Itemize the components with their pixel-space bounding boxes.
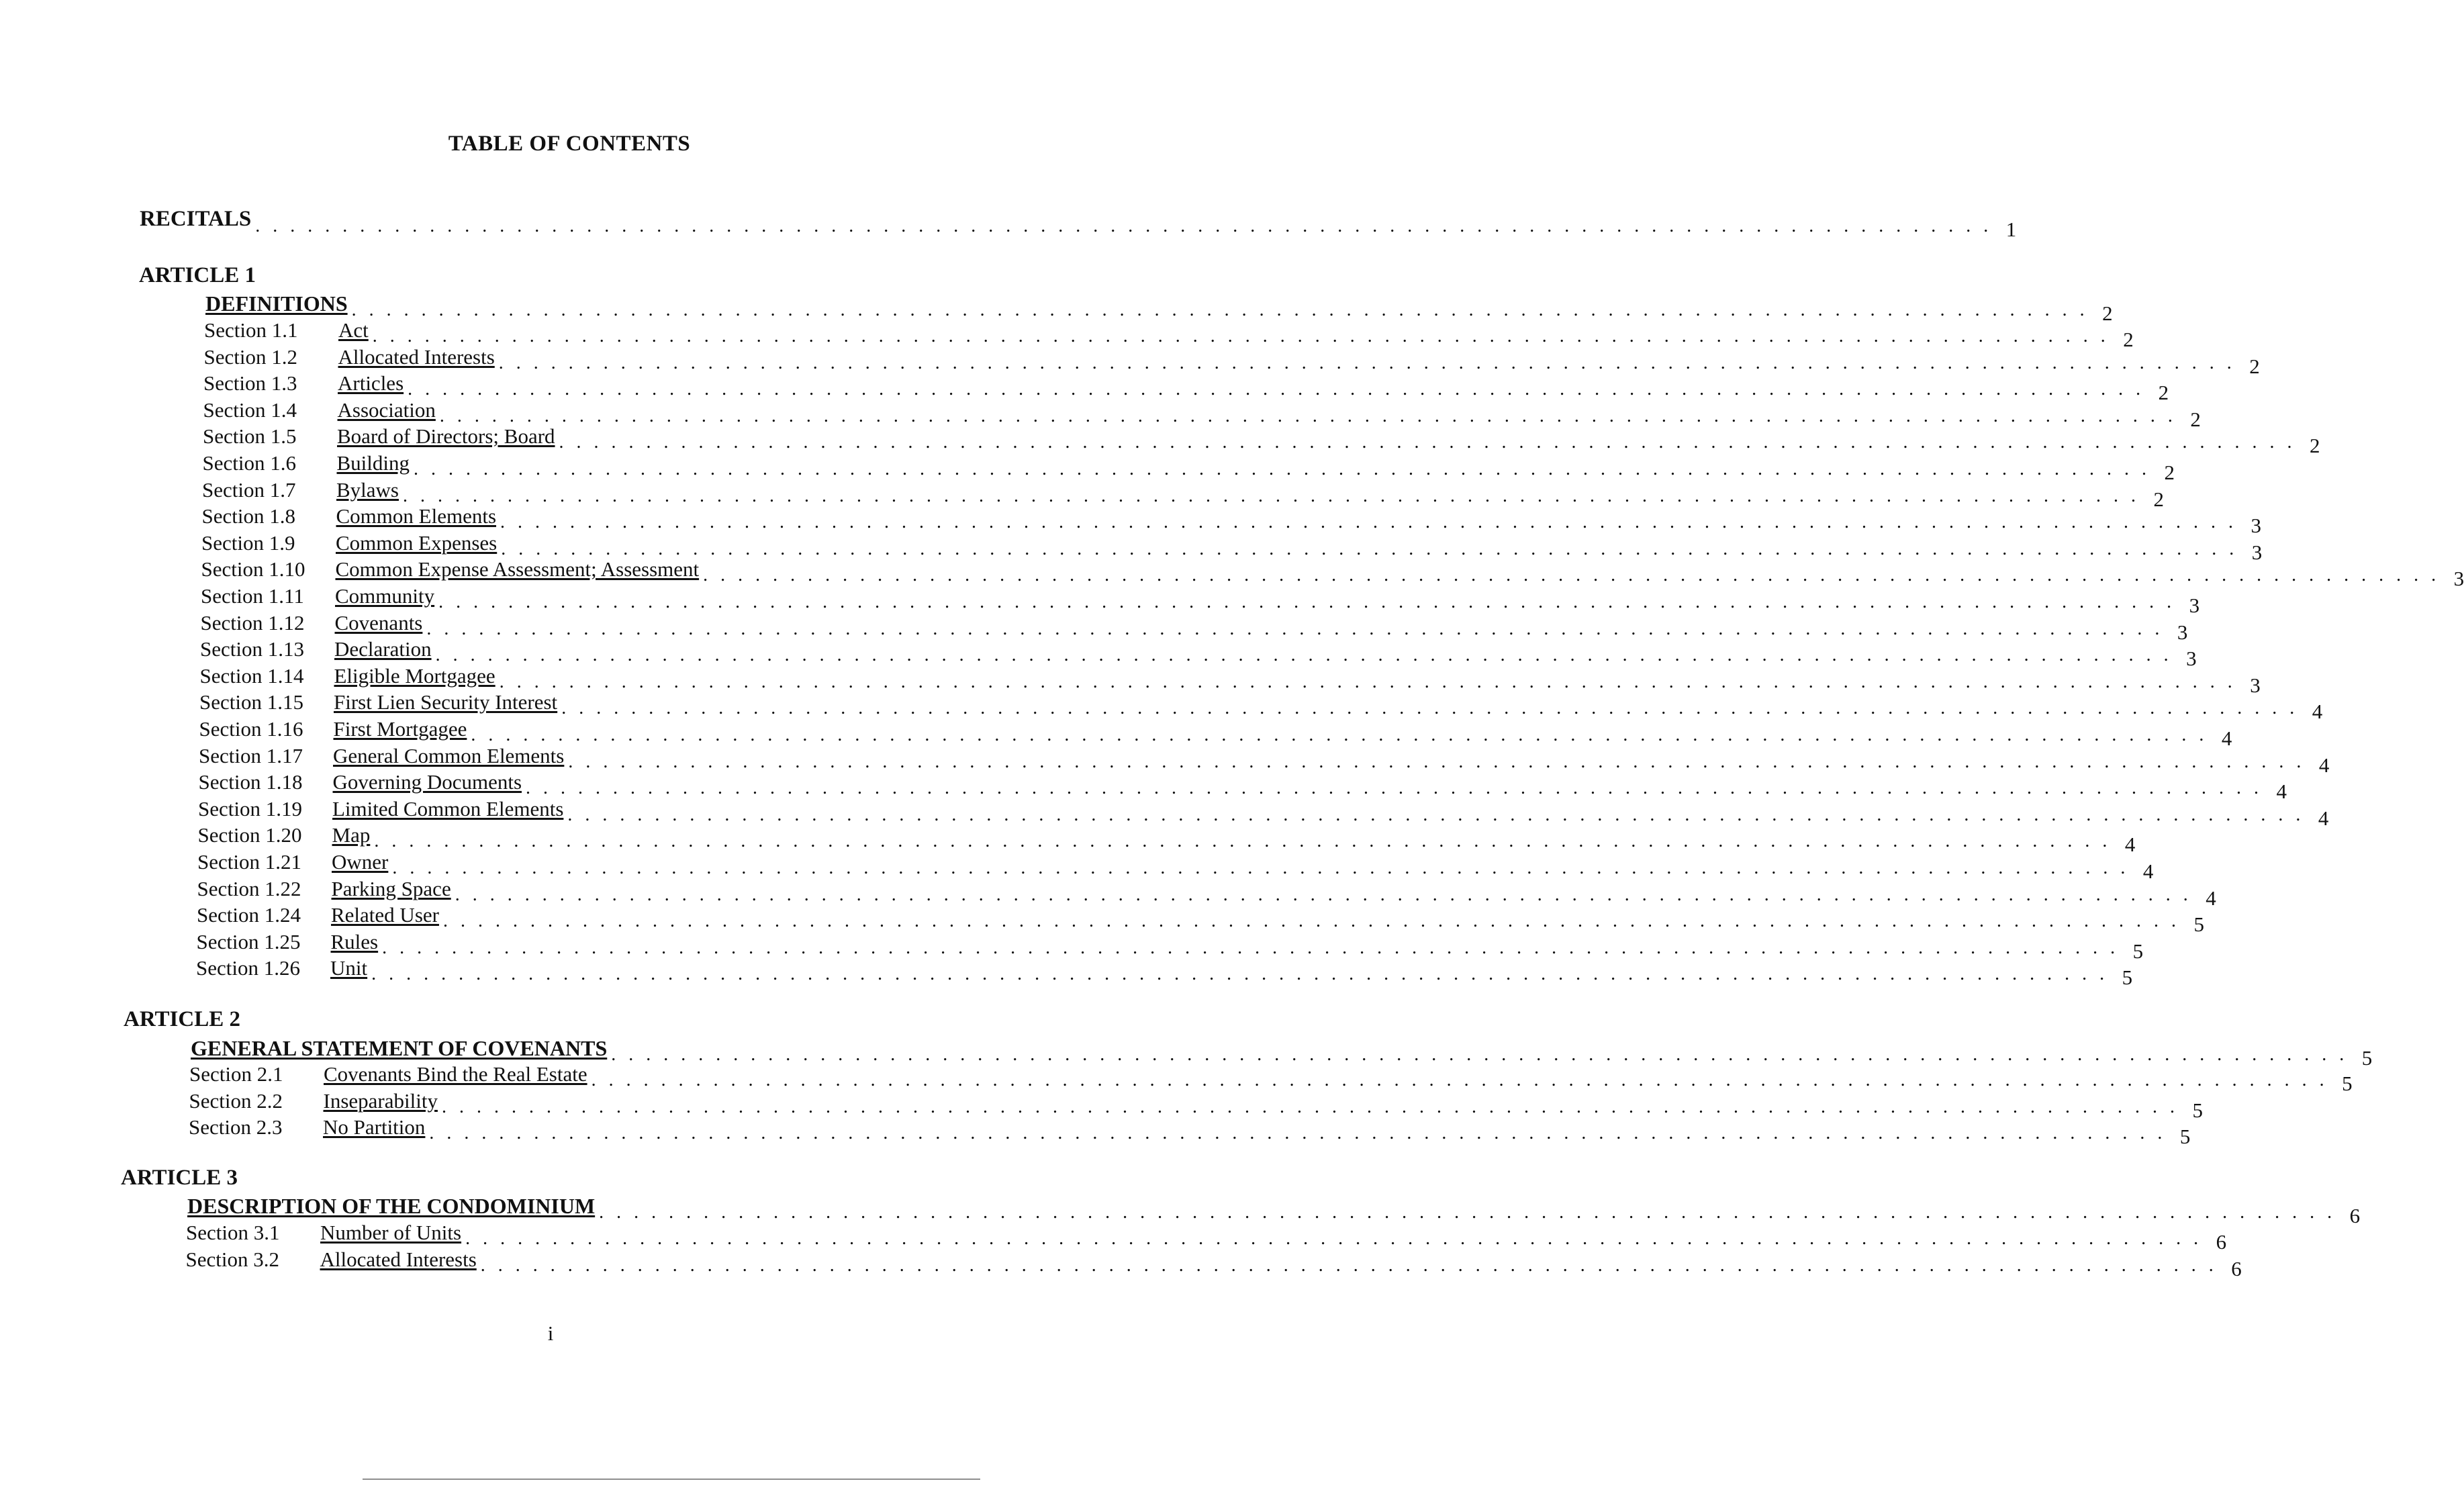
section-title-link[interactable]: Common Expense Assessment; Assessment — [335, 557, 700, 581]
toc-entry-section[interactable] — [201, 504, 2262, 538]
dot-leader: . . . . . . . . . . . . . . . . . . . . . . . . . . . . . . . . . . . . . . . . . . . . . . . . . . . . . . . . . . . . . . . . . . . . . . . . . . . . . . . . . . . . . . . . . . . . . . . . . . . . — [471, 724, 2208, 745]
section-page: 3 — [2177, 620, 2188, 644]
section-number: Section 1.21 — [197, 850, 301, 874]
section-title-link[interactable]: Owner — [332, 850, 389, 874]
section-title-link[interactable]: Map — [332, 823, 371, 847]
page-title: TABLE OF CONTENTS — [448, 132, 691, 156]
section-number: Section 1.24 — [197, 903, 301, 927]
section-number: Section 1.19 — [198, 796, 302, 821]
dot-leader: . . . . . . . . . . . . . . . . . . . . . . . . . . . . . . . . . . . . . . . . . . . . . . . . . . . . . . . . . . . . . . . . . . . . . . . . . . . . . . . . . . . . . . . . . . . . . . . . . . . . — [426, 618, 2164, 639]
dot-leader: . . . . . . . . . . . . . . . . . . . . . . . . . . . . . . . . . . . . . . . . . . . . . . . . . . . . . . . . . . . . . . . . . . . . . . . . . . . . . . . . . . . . . . . . . . . . . . . . . . . . — [568, 751, 2306, 772]
section-title-link[interactable]: Covenants Bind the Real Estate — [324, 1062, 587, 1086]
section-number: Section 2.2 — [189, 1088, 283, 1113]
dot-leader: . . . . . . . . . . . . . . . . . . . . . . . . . . . . . . . . . . . . . . . . . . . . . . . . . . . . . . . . . . . . . . . . . . . . . . . . . . . . . . . . . . . . . . . . . . . . . . . . . . . . — [499, 671, 2236, 692]
section-title-link[interactable]: Allocated Interests — [320, 1247, 477, 1271]
section-page: 3 — [2251, 540, 2263, 564]
section-title-link[interactable]: Covenants — [334, 610, 423, 635]
dot-leader: . . . . . . . . . . . . . . . . . . . . . . . . . . . . . . . . . . . . . . . . . . . . . . . . . . . . . . . . . . . . . . . . . . . . . . . . . . . . . . . . . . . . . . . . . . . . . . . . . . . . — [441, 1096, 2179, 1117]
toc-entry-section[interactable] — [197, 850, 2154, 883]
section-page: 5 — [2122, 966, 2133, 990]
dot-leader: . . . . . . . . . . . . . . . . . . . . . . . . . . . . . . . . . . . . . . . . . . . . . . . . . . . . . . . . . . . . . . . . . . . . . . . . . . . . . . . . . . . . . . . . . . . . . . . . . . . . — [429, 1123, 2167, 1143]
toc-entry-section[interactable] — [197, 903, 2204, 937]
section-title-link[interactable]: Allocated Interests — [338, 344, 495, 369]
article-title-link[interactable]: DEFINITIONS — [205, 291, 348, 316]
section-page: 6 — [2231, 1256, 2242, 1280]
section-page: 3 — [2186, 647, 2197, 671]
section-title-link[interactable]: Association — [337, 397, 436, 422]
toc-entry-section[interactable] — [185, 1247, 2242, 1280]
section-number: Section 1.18 — [198, 770, 303, 794]
section-title-link[interactable]: First Mortgagee — [333, 717, 467, 741]
section-title-link[interactable]: Inseparability — [323, 1088, 438, 1113]
section-number: Section 1.14 — [199, 663, 304, 688]
dot-leader: . . . . . . . . . . . . . . . . . . . . . . . . . . . . . . . . . . . . . . . . . . . . . . . . . . . . . . . . . . . . . . . . . . . . . . . . . . . . . . . . . . . . . . . . . . . . . . . . . . . . — [501, 538, 2238, 559]
toc-entry-section[interactable] — [199, 717, 2232, 750]
section-title-link[interactable]: Parking Space — [331, 876, 451, 900]
dot-leader: . . . . . . . . . . . . . . . . . . . . . . . . . . . . . . . . . . . . . . . . . . . . . . . . . . . . . . . . . . . . . . . . . . . . . . . . . . . . . . . . . . . . . . . . . . . . . . . . . . . . — [561, 698, 2299, 719]
dot-leader: . . . . . . . . . . . . . . . . . . . . . . . . . . . . . . . . . . . . . . . . . . . . . . . . . . . . . . . . . . . . . . . . . . . . . . . . . . . . . . . . . . . . . . . . . . . . . . . . . . . . — [455, 884, 2192, 905]
section-number: Section 1.16 — [199, 717, 303, 741]
section-page: 5 — [2193, 912, 2204, 937]
toc-entry-section[interactable] — [203, 424, 2320, 458]
dot-leader: . . . . . . . . . . . . . . . . . . . . . . . . . . . . . . . . . . . . . . . . . . . . . . . . . . . . . . . . . . . . . . . . . . . . . . . . . . . . . . . . . . . . . . . . . . . . . . . . . . . . — [526, 778, 2263, 799]
dot-leader: . . . . . . . . . . . . . . . . . . . . . . . . . . . . . . . . . . . . . . . . . . . . . . . . . . . . . . . . . . . . . . . . . . . . . . . . . . . . . . . . . . . . . . . . . . . . . . . . . . . . — [442, 910, 2180, 932]
dot-leader: . . . . . . . . . . . . . . . . . . . . . . . . . . . . . . . . . . . . . . . . . . . . . . . . . . . . . . . . . . . . . . . . . . . . . . . . . . . . . . . . . . . . . . . . . . . . . . . . . . . . — [567, 804, 2305, 825]
section-page: 2 — [2249, 354, 2260, 378]
dot-leader: . . . . . . . . . . . . . . . . . . . . . . . . . . . . . . . . . . . . . . . . . . . . . . . . . . . . . . . . . . . . . . . . . . . . . . . . . . . . . . . . . . . . . . . . . . . . . . . . . . . . — [351, 299, 2089, 320]
toc-entry-section[interactable] — [202, 477, 2164, 511]
section-number: Section 3.1 — [186, 1221, 280, 1244]
toc-entry-section[interactable] — [198, 770, 2287, 804]
recitals-page: 1 — [2005, 218, 2017, 241]
section-page: 5 — [2192, 1098, 2203, 1122]
article-heading: ARTICLE 1 — [139, 263, 256, 287]
article-title-page: 2 — [2102, 301, 2113, 325]
dot-leader: . . . . . . . . . . . . . . . . . . . . . . . . . . . . . . . . . . . . . . . . . . . . . . . . . . . . . . . . . . . . . . . . . . . . . . . . . . . . . . . . . . . . . . . . . . . . . . . . . . . . — [559, 432, 2296, 453]
dot-leader: . . . . . . . . . . . . . . . . . . . . . . . . . . . . . . . . . . . . . . . . . . . . . . . . . . . . . . . . . . . . . . . . . . . . . . . . . . . . . . . . . . . . . . . . . . . . . . . . . . . . — [372, 326, 2110, 346]
dot-leader: . . . . . . . . . . . . . . . . . . . . . . . . . . . . . . . . . . . . . . . . . . . . . . . . . . . . . . . . . . . . . . . . . . . . . . . . . . . . . . . . . . . . . . . . . . . . . . . . . . . . — [392, 857, 2130, 878]
toc-entry-section[interactable] — [197, 823, 2136, 857]
section-number: Section 1.25 — [196, 929, 301, 953]
section-page: 3 — [2189, 594, 2200, 617]
section-number: Section 1.8 — [201, 504, 295, 528]
section-page: 4 — [2318, 806, 2329, 830]
section-page: 4 — [2206, 886, 2216, 910]
section-page: 5 — [2179, 1125, 2191, 1148]
toc-entry-section[interactable] — [200, 610, 2188, 644]
article-title-link[interactable]: GENERAL STATEMENT OF COVENANTS — [191, 1036, 608, 1060]
dot-leader: . . . . . . . . . . . . . . . . . . . . . . . . . . . . . . . . . . . . . . . . . . . . . . . . . . . . . . . . . . . . . . . . . . . . . . . . . . . . . . . . . . . . . . . . . . . . . . . . . . . . — [498, 352, 2236, 373]
toc-entry-section[interactable] — [189, 1062, 2353, 1095]
section-title-link[interactable]: General Common Elements — [333, 743, 565, 767]
section-page: 4 — [2276, 780, 2287, 804]
toc-entry-article-title[interactable] — [187, 1194, 2361, 1227]
section-number: Section 1.22 — [197, 876, 301, 900]
toc-entry-section[interactable] — [203, 397, 2201, 431]
section-title-link[interactable]: Related User — [331, 903, 439, 927]
section-title-link[interactable]: First Lien Security Interest — [334, 690, 558, 714]
toc-entry-section[interactable] — [201, 584, 2200, 617]
section-number: Section 1.10 — [201, 557, 305, 581]
section-number: Section 1.12 — [200, 610, 305, 635]
section-number: Section 1.6 — [202, 451, 296, 475]
section-number: Section 2.1 — [189, 1062, 283, 1086]
section-title-link[interactable]: Number of Units — [320, 1221, 462, 1244]
section-title-link[interactable]: Common Expenses — [336, 530, 497, 555]
section-title-link[interactable]: Building — [336, 451, 410, 475]
dot-leader: . . . . . . . . . . . . . . . . . . . . . . . . . . . . . . . . . . . . . . . . . . . . . . . . . . . . . . . . . . . . . . . . . . . . . . . . . . . . . . . . . . . . . . . . . . . . . . . . . . . . — [480, 1254, 2218, 1276]
section-page: 3 — [2250, 673, 2261, 697]
dot-leader: . . . . . . . . . . . . . . . . . . . . . . . . . . . . . . . . . . . . . . . . . . . . . . . . . . . . . . . . . . . . . . . . . . . . . . . . . . . . . . . . . . . . . . . . . . . . . . . . . . . . — [591, 1070, 2328, 1090]
toc-entry-section[interactable] — [186, 1221, 2227, 1254]
section-title-link[interactable]: Act — [338, 318, 369, 342]
toc-entry-section[interactable] — [198, 796, 2329, 830]
dot-leader: . . . . . . . . . . . . . . . . . . . . . . . . . . . . . . . . . . . . . . . . . . . . . . . . . . . . . . . . . . . . . . . . . . . . . . . . . . . . . . . . . . . . . . . . . . . . . . . . . . . . — [438, 592, 2176, 612]
section-page: 2 — [2310, 434, 2320, 458]
section-page: 6 — [2216, 1230, 2227, 1254]
page-number: i — [547, 1321, 554, 1345]
section-number: Section 2.3 — [189, 1115, 283, 1139]
article-title-link[interactable]: DESCRIPTION OF THE CONDOMINIUM — [187, 1194, 596, 1218]
dot-leader: . . . . . . . . . . . . . . . . . . . . . . . . . . . . . . . . . . . . . . . . . . . . . . . . . . . . . . . . . . . . . . . . . . . . . . . . . . . . . . . . . . . . . . . . . . . . . . . . . . . . — [382, 937, 2120, 958]
toc-entry-section[interactable] — [201, 530, 2263, 564]
dot-leader: . . . . . . . . . . . . . . . . . . . . . . . . . . . . . . . . . . . . . . . . . . . . . . . . . . . . . . . . . . . . . . . . . . . . . . . . . . . . . . . . . . . . . . . . . . . . . . . . . . . . — [465, 1228, 2203, 1249]
section-title-link[interactable]: No Partition — [323, 1115, 426, 1139]
section-title-link[interactable]: Rules — [330, 929, 379, 953]
article-title-page: 5 — [2361, 1046, 2373, 1070]
section-page: 2 — [2164, 461, 2175, 484]
section-title-link[interactable]: Community — [335, 584, 435, 608]
section-title-link[interactable]: Governing Documents — [332, 770, 522, 794]
section-page: 4 — [2312, 700, 2323, 724]
section-title-link[interactable]: Articles — [338, 371, 404, 395]
toc-entry-section[interactable] — [203, 344, 2260, 378]
toc-entry-section[interactable] — [189, 1088, 2203, 1122]
article-heading: ARTICLE 3 — [121, 1166, 238, 1190]
section-number: Section 1.5 — [203, 424, 297, 449]
section-number: Section 3.2 — [185, 1247, 279, 1271]
toc-entry-section[interactable] — [199, 663, 2261, 697]
section-page: 4 — [2221, 726, 2232, 750]
toc-entry-article-title[interactable] — [205, 291, 2113, 325]
section-page: 2 — [2123, 328, 2134, 351]
section-page: 5 — [2132, 939, 2144, 963]
section-page: 5 — [2342, 1072, 2353, 1095]
section-number: Section 1.7 — [202, 477, 296, 502]
section-number: Section 1.9 — [201, 530, 295, 555]
section-number: Section 1.17 — [199, 743, 303, 767]
section-number: Section 1.20 — [197, 823, 302, 847]
section-title-link[interactable]: Unit — [330, 956, 368, 980]
section-page: 4 — [2318, 753, 2330, 777]
dot-leader: . . . . . . . . . . . . . . . . . . . . . . . . . . . . . . . . . . . . . . . . . . . . . . . . . . . . . . . . . . . . . . . . . . . . . . . . . . . . . . . . . . . . . . . . . . . . . . . . . . . . — [611, 1044, 2349, 1065]
dot-leader: . . . . . . . . . . . . . . . . . . . . . . . . . . . . . . . . . . . . . . . . . . . . . . . . . . . . . . . . . . . . . . . . . . . . . . . . . . . . . . . . . . . . . . . . . . . . . . . . . . . . — [255, 216, 1993, 236]
dot-leader: . . . . . . . . . . . . . . . . . . . . . . . . . . . . . . . . . . . . . . . . . . . . . . . . . . . . . . . . . . . . . . . . . . . . . . . . . . . . . . . . . . . . . . . . . . . . . . . . . . . . — [403, 485, 2140, 506]
section-title-link[interactable]: Limited Common Elements — [332, 796, 564, 821]
section-number: Section 1.26 — [196, 956, 300, 980]
section-number: Section 1.11 — [201, 584, 304, 608]
section-page: 2 — [2158, 381, 2169, 405]
toc-entry-section[interactable] — [200, 637, 2197, 671]
section-number: Section 1.13 — [200, 637, 304, 661]
dot-leader: . . . . . . . . . . . . . . . . . . . . . . . . . . . . . . . . . . . . . . . . . . . . . . . . . . . . . . . . . . . . . . . . . . . . . . . . . . . . . . . . . . . . . . . . . . . . . . . . . . . . — [599, 1202, 2336, 1223]
section-title-link[interactable]: Eligible Mortgagee — [334, 663, 495, 688]
dot-leader: . . . . . . . . . . . . . . . . . . . . . . . . . . . . . . . . . . . . . . . . . . . . . . . . . . . . . . . . . . . . . . . . . . . . . . . . . . . . . . . . . . . . . . . . . . . . . . . . . . . . — [374, 831, 2112, 852]
dot-leader: . . . . . . . . . . . . . . . . . . . . . . . . . . . . . . . . . . . . . . . . . . . . . . . . . . . . . . . . . . . . . . . . . . . . . . . . . . . . . . . . . . . . . . . . . . . . . . . . . . . . — [703, 565, 2441, 586]
section-number: Section 1.3 — [203, 371, 297, 395]
article-heading: ARTICLE 2 — [124, 1007, 240, 1031]
section-page: 2 — [2190, 407, 2201, 431]
article-title-page: 6 — [2349, 1204, 2361, 1227]
recitals-label: RECITALS — [140, 207, 252, 231]
section-title-link[interactable]: Common Elements — [336, 504, 497, 528]
section-page: 4 — [2142, 859, 2154, 883]
toc-entry-section[interactable] — [197, 876, 2216, 910]
section-page: 3 — [2453, 567, 2464, 591]
dot-leader: . . . . . . . . . . . . . . . . . . . . . . . . . . . . . . . . . . . . . . . . . . . . . . . . . . . . . . . . . . . . . . . . . . . . . . . . . . . . . . . . . . . . . . . . . . . . . . . . . . . . — [435, 645, 2173, 666]
dot-leader: . . . . . . . . . . . . . . . . . . . . . . . . . . . . . . . . . . . . . . . . . . . . . . . . . . . . . . . . . . . . . . . . . . . . . . . . . . . . . . . . . . . . . . . . . . . . . . . . . . . . — [500, 512, 2238, 533]
toc-entry-section[interactable] — [203, 371, 2169, 405]
toc-entry-section[interactable] — [196, 956, 2133, 990]
section-page: 3 — [2250, 514, 2262, 538]
section-number: Section 1.15 — [199, 690, 303, 714]
section-title-link[interactable]: Bylaws — [336, 477, 399, 502]
toc-entry-section[interactable] — [201, 557, 2464, 591]
section-page: 4 — [2124, 833, 2136, 857]
toc-entry-section[interactable] — [202, 451, 2175, 484]
dot-leader: . . . . . . . . . . . . . . . . . . . . . . . . . . . . . . . . . . . . . . . . . . . . . . . . . . . . . . . . . . . . . . . . . . . . . . . . . . . . . . . . . . . . . . . . . . . . . . . . . . . . — [408, 379, 2145, 400]
section-title-link[interactable]: Board of Directors; Board — [337, 424, 555, 449]
scan-artifact-line — [363, 1479, 980, 1480]
toc-entry-section[interactable] — [199, 743, 2330, 777]
dot-leader: . . . . . . . . . . . . . . . . . . . . . . . . . . . . . . . . . . . . . . . . . . . . . . . . . . . . . . . . . . . . . . . . . . . . . . . . . . . . . . . . . . . . . . . . . . . . . . . . . . . . — [439, 405, 2177, 426]
section-number: Section 1.2 — [203, 344, 297, 369]
toc-entry-section[interactable] — [196, 929, 2144, 963]
section-page: 2 — [2153, 487, 2164, 511]
toc-entry-section[interactable] — [204, 318, 2134, 351]
dot-leader: . . . . . . . . . . . . . . . . . . . . . . . . . . . . . . . . . . . . . . . . . . . . . . . . . . . . . . . . . . . . . . . . . . . . . . . . . . . . . . . . . . . . . . . . . . . . . . . . . . . . — [414, 459, 2151, 479]
dot-leader: . . . . . . . . . . . . . . . . . . . . . . . . . . . . . . . . . . . . . . . . . . . . . . . . . . . . . . . . . . . . . . . . . . . . . . . . . . . . . . . . . . . . . . . . . . . . . . . . . . . . — [371, 964, 2109, 985]
toc-entry-section[interactable] — [189, 1115, 2191, 1148]
section-title-link[interactable]: Declaration — [334, 637, 432, 661]
toc-entry-recitals[interactable] — [140, 207, 2017, 241]
toc-entry-section[interactable] — [199, 690, 2323, 724]
toc-entry-article-title[interactable] — [191, 1036, 2373, 1070]
section-number: Section 1.1 — [204, 318, 298, 342]
section-number: Section 1.4 — [203, 397, 297, 422]
